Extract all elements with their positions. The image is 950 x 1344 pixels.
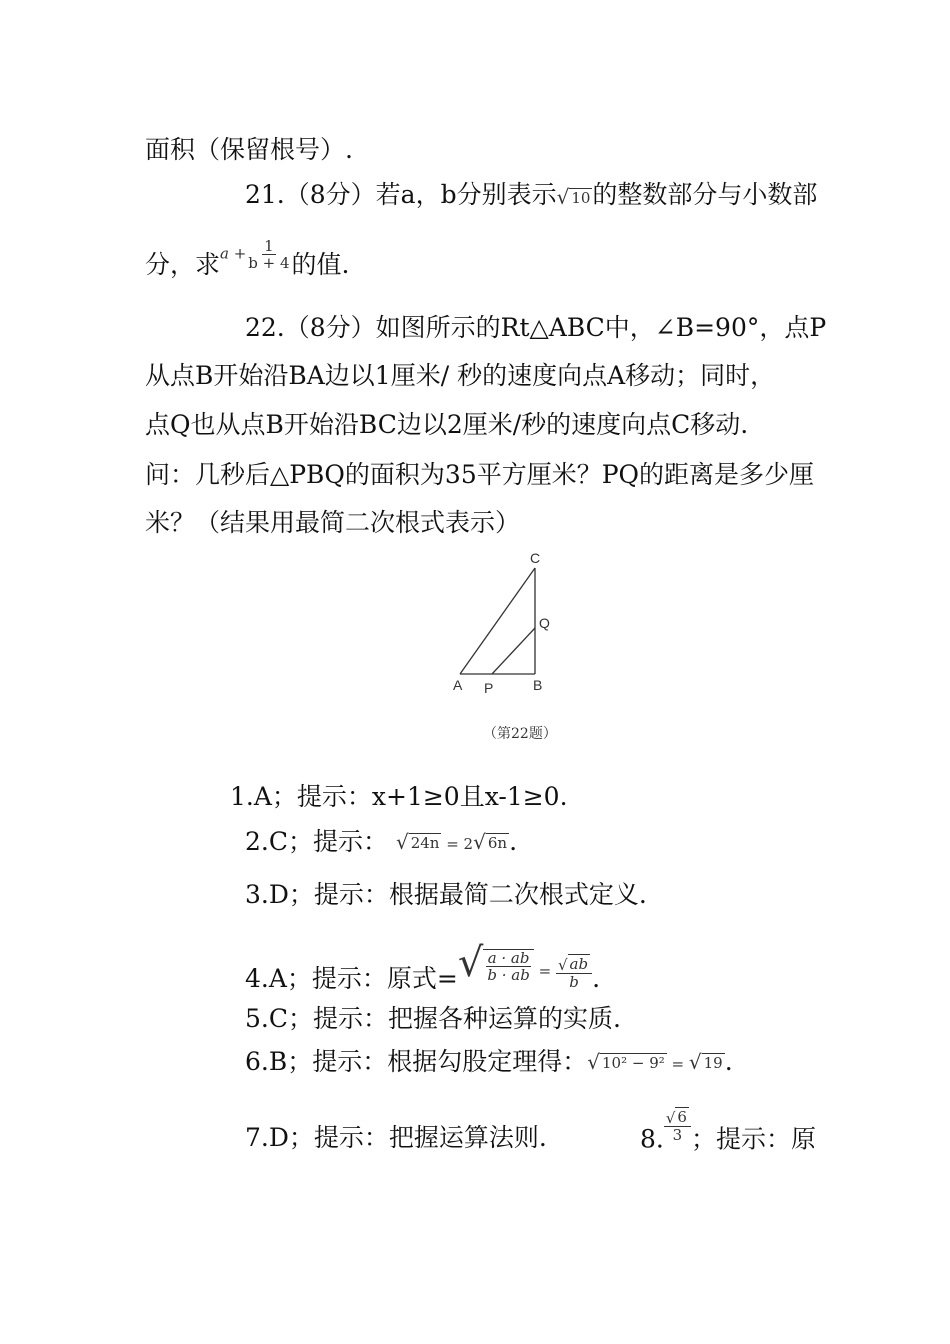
- answer-4-formula: √ $\frac{a \cdot ab}{b \cdot ab}$ = √ ab b: [458, 943, 592, 990]
- answer-2-formula: √ 24n = 2 √ 6n: [395, 829, 508, 854]
- label-b: B: [533, 677, 543, 693]
- answer-3: 3.D；提示：根据最简二次根式定义.: [245, 880, 647, 909]
- answer-5: 5.C；提示：把握各种运算的实质.: [245, 1004, 621, 1033]
- label-p: P: [484, 680, 494, 696]
- answer-8: 8. √ 6 3 ；提示：原: [640, 1108, 816, 1154]
- label-a: A: [453, 677, 463, 693]
- q22-line4: 问：几秒后△PBQ的面积为35平方厘米？PQ的距离是多少厘: [145, 460, 815, 489]
- q21-line2: [145, 237, 350, 283]
- q22-line5: 米？（结果用最简二次根式表示）: [145, 508, 521, 537]
- q21-expression: a + $\frac{1}{b + 4}$: [220, 237, 290, 272]
- answer-7: 7.D；提示：把握运算法则.: [245, 1123, 547, 1152]
- figure-caption: （第22题）: [483, 726, 557, 742]
- q21-lead: 21.（8分）若a，b分别表示: [245, 180, 557, 209]
- triangle-figure: [440, 548, 570, 698]
- q21-line1: [245, 180, 817, 210]
- q22-line2: 从点B开始沿BA边以1厘米/ 秒的速度向点A移动；同时，: [145, 361, 776, 390]
- segment-pq: [492, 628, 535, 674]
- answer-1: 1.A；提示：x+1≥0且x-1≥0.: [230, 782, 568, 811]
- q21-line2-start: 分，求: [145, 250, 221, 279]
- answer-2: 2.C；提示： √ 24n = 2 √ 6n .: [245, 827, 517, 859]
- q21-mid: 的整数部分与小数部: [592, 180, 818, 209]
- q20-tail: 面积（保留根号）.: [145, 135, 353, 164]
- answer-6-formula: √ 10² − 9² = √ 19: [587, 1049, 723, 1074]
- q22-line1: 22.（8分）如图所示的Rt△ABC中，∠B=90°，点P: [245, 313, 827, 342]
- q21-line2-end: 的值.: [291, 250, 350, 279]
- side-ac: [460, 568, 535, 674]
- q22-line3: 点Q也从点B开始沿BC边以2厘米/秒的速度向点C移动.: [145, 410, 749, 439]
- label-c: C: [530, 550, 541, 566]
- answer-8-fraction: √ 6 3: [664, 1107, 691, 1143]
- answer-6: 6.B；提示：根据勾股定理得： √ 10² − 9² = √ 19 .: [245, 1047, 733, 1079]
- label-q: Q: [539, 615, 550, 631]
- answer-4: 4.A；提示：原式= √ $\frac{a \cdot ab}{b \cdot ab}$ = √ ab b .: [245, 940, 601, 993]
- sqrt-10: √ 10: [556, 184, 591, 209]
